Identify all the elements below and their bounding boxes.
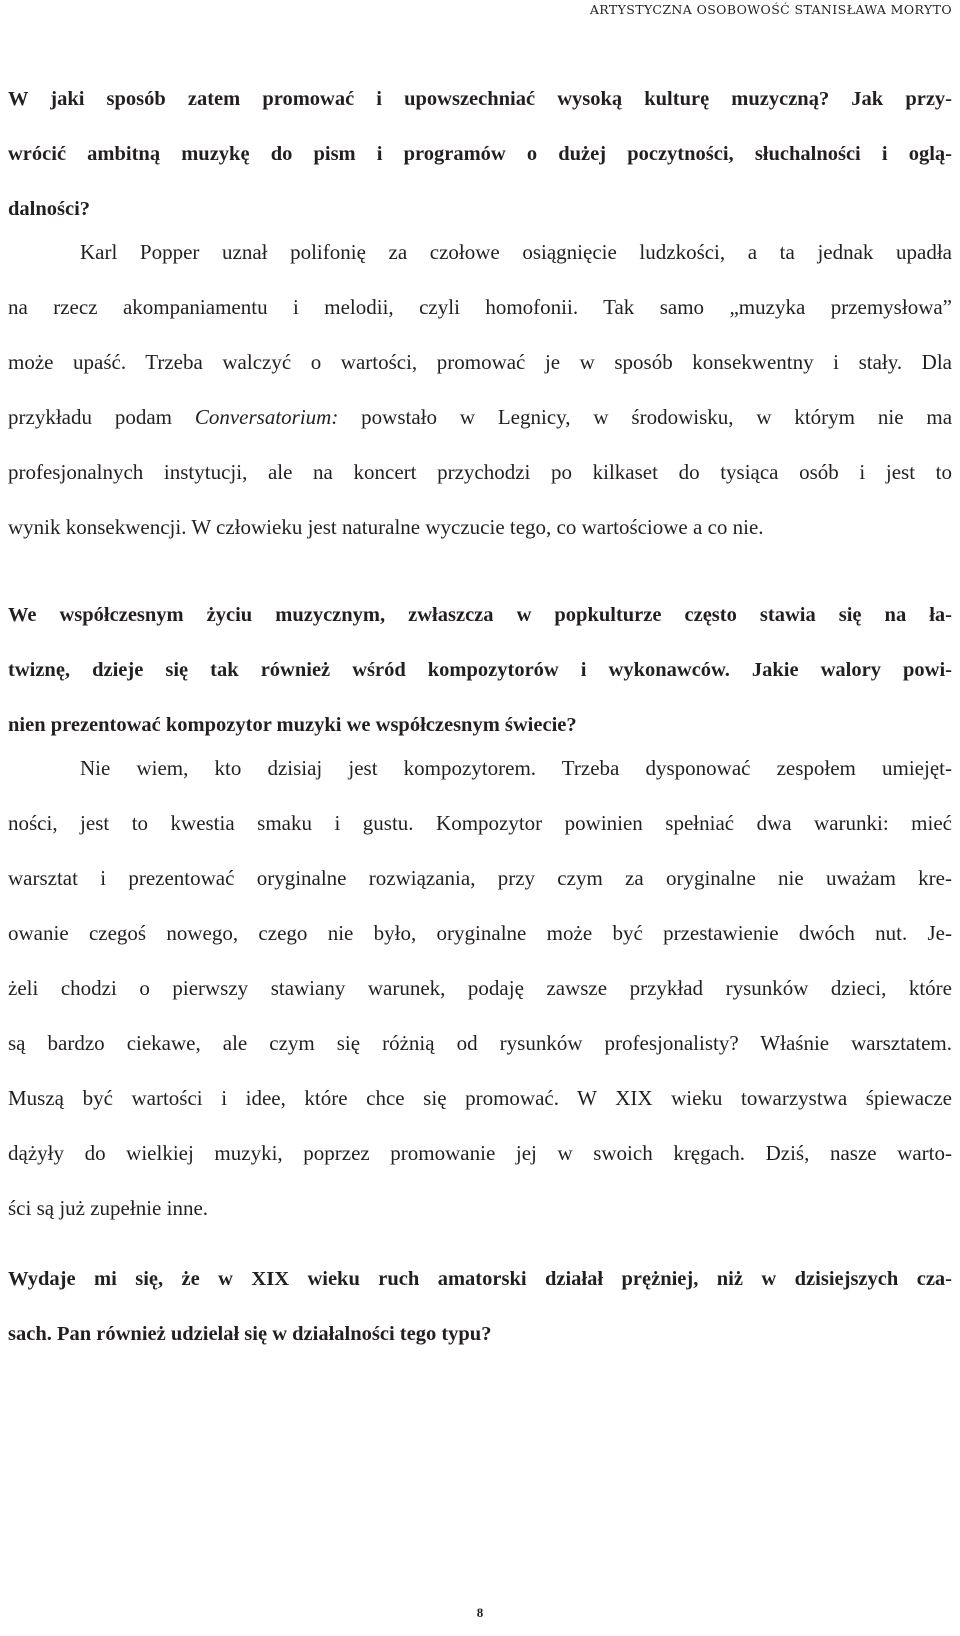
text-run: powstało w Legnicy, w środowisku, w którym nie ma: [338, 405, 953, 429]
page-number: 8: [476, 1605, 484, 1620]
text-line: żeli chodzi o pierwszy stawiany warunek, podaję zawsze przykład rysunków dzieci, które: [8, 976, 952, 1000]
text-line: We współczesnym życiu muzycznym, zwłaszcza w popkulturze często stawia się na ła-: [8, 604, 952, 626]
text-line: warsztat i prezentować oryginalne rozwiązania, przy czym za oryginalne nie uważam kre-: [8, 866, 952, 890]
text-line: Muszą być wartości i idee, które chce się promować. W XIX wieku towarzystwa śpiewacze: [8, 1086, 952, 1110]
italic-title: Conversatorium:: [194, 405, 339, 429]
text-line: owanie czegoś nowego, czego nie było, oryginalne może być przestawienie dwóch nut. Je-: [8, 921, 952, 945]
text-line: twiznę, dzieje się tak również wśród kompozytorów i wykonawców. Jakie walory powi-: [8, 659, 952, 681]
text-line: wrócić ambitną muzykę do pism i programów o dużej poczytności, słuchalności i oglą-: [8, 143, 952, 165]
text-line: Nie wiem, kto dzisiaj jest kompozytorem. Trzeba dysponować zespołem umiejęt-: [80, 756, 952, 780]
interview-question-2: [8, 588, 952, 753]
text-run: przykładu podam: [8, 405, 195, 429]
text-line: wynik konsekwencji. W człowieku jest naturalne wyczucie tego, co wartościowe a co nie.: [8, 515, 764, 539]
text-line: ności, jest to kwestia smaku i gustu. Kompozytor powinien spełniać dwa warunki: mieć: [8, 811, 952, 835]
text-line: może upaść. Trzeba walczyć o wartości, promować je w sposób konsekwentny i stały. Dla: [8, 350, 952, 374]
text-line: dalności?: [8, 198, 91, 220]
text-line-with-italic: [8, 390, 952, 445]
running-head: ARTYSTYCZNA OSOBOWOŚĆ STANISŁAWA MORYTO: [589, 2, 952, 17]
interview-answer-1: [8, 225, 952, 555]
text-line: sach. Pan również udzielał się w działalności tego typu?: [8, 1323, 492, 1345]
text-line: Wydaje mi się, że w XIX wieku ruch amatorski działał prężniej, niż w dzisiejszych cza-: [8, 1268, 952, 1290]
text-line: nien prezentować kompozytor muzyki we współczesnym świecie?: [8, 714, 577, 736]
interview-answer-2: [8, 741, 952, 1236]
interview-question-3: [8, 1252, 952, 1362]
text-line: ści są już zupełnie inne.: [8, 1196, 209, 1220]
text-line: na rzecz akompaniamentu i melodii, czyli homofonii. Tak samo „muzyka przemysłowa”: [8, 295, 952, 319]
text-line: dążyły do wielkiej muzyki, poprzez promowanie jej w swoich kręgach. Dziś, nasze warto-: [8, 1141, 952, 1165]
text-line: profesjonalnych instytucji, ale na koncert przychodzi po kilkaset do tysiąca osób i jest to: [8, 460, 952, 484]
text-line: są bardzo ciekawe, ale czym się różnią od rysunków profesjonalisty? Właśnie warsztatem.: [8, 1031, 952, 1055]
text-line: W jaki sposób zatem promować i upowszechniać wysoką kulturę muzyczną? Jak przy-: [8, 88, 952, 110]
text-line: Karl Popper uznał polifonię za czołowe osiągnięcie ludzkości, a ta jednak upadła: [80, 240, 952, 264]
interview-question-1: [8, 72, 952, 237]
